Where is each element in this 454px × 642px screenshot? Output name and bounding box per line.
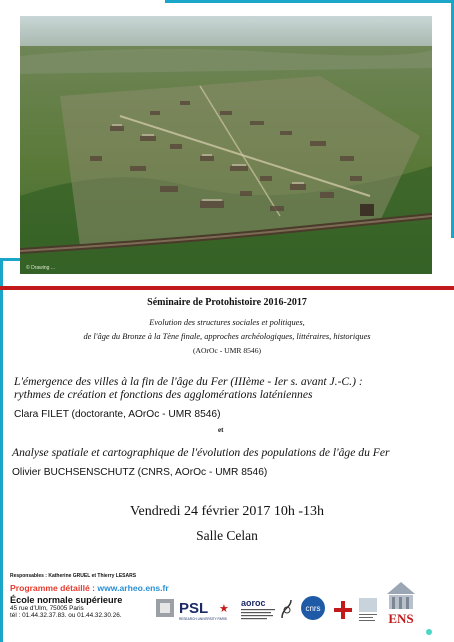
frame-top-border (165, 0, 454, 3)
program-label: Programme détaillé : (10, 583, 98, 593)
cross-emblem-logo (333, 600, 353, 620)
event-room: Salle Celan (196, 528, 258, 543)
illustration-drawing (20, 16, 432, 274)
talk-1-title-line-2: rythmes de création et fonctions des agglomérations laténiennes (14, 388, 313, 401)
school-address: 45 rue d'Ulm, 75005 Paris (10, 605, 84, 612)
school-name: École normale supérieure (10, 595, 123, 605)
organizers: Responsables : Katherine GRUEL et Thierry LESARS (10, 573, 137, 579)
svg-text:★: ★ (219, 603, 229, 615)
photo-credit: © Drawing ... (26, 265, 55, 271)
school-phone: tél : 01.44.32.37.83. ou 01.44.32.30.26. (10, 612, 122, 619)
event-date: Vendredi 24 février 2017 10h -13h (129, 504, 324, 519)
talk-1-speaker: Clara FILET (doctorante, AOrOc - UMR 8546) (14, 409, 221, 420)
talk-1-title-line-1: L'émergence des villes à la fin de l'âge du Fer (IIIème - Ier s. avant J.-C.) : (14, 375, 363, 388)
seminar-affiliation: (AOrOc - UMR 8546) (192, 346, 262, 355)
settlement-aerial-illustration (20, 16, 432, 274)
corner-dot-icon (425, 628, 433, 636)
seminar-title: Séminaire de Protohistoire 2016-2017 (147, 297, 307, 308)
footer-contact (10, 573, 169, 619)
talk-2-speaker: Olivier BUCHSENSCHUTZ (CNRS, AOrOc - UMR 8546) (12, 467, 268, 478)
program-line (10, 583, 169, 593)
program-link[interactable]: www.arheo.ens.fr (97, 583, 169, 593)
cnrs-logo-text: cnrs (305, 604, 321, 613)
seminar-subtitle-line-1: Evolution des structures sociales et politiques, (149, 318, 305, 327)
ens-logo-text: ENS (388, 611, 414, 626)
talk-2-title: Analyse spatiale et cartographique de l'évolution des populations de l'âge du Fer (12, 446, 390, 459)
ephe-logo (357, 594, 379, 624)
archaeology-drawing-logo (279, 598, 295, 620)
psl-logo (179, 598, 235, 622)
partner-square-logo (155, 598, 175, 618)
red-divider (0, 286, 454, 290)
seminar-subtitle-line-2: de l'âge du Bronze à la Tène finale, approches archéologiques, littéraires, historiques (83, 332, 371, 341)
ens-logo (381, 576, 421, 626)
connector-et: et (218, 426, 224, 434)
aoroc-logo-text: aoroc (241, 598, 266, 608)
aoroc-logo (239, 596, 277, 624)
cnrs-logo (299, 594, 327, 622)
talk-1-title (14, 375, 434, 401)
psl-logo-subtitle: RESEARCH UNIVERSITY PARIS (179, 617, 227, 621)
psl-logo-text: PSL (179, 600, 209, 617)
frame-left-border (0, 258, 3, 642)
